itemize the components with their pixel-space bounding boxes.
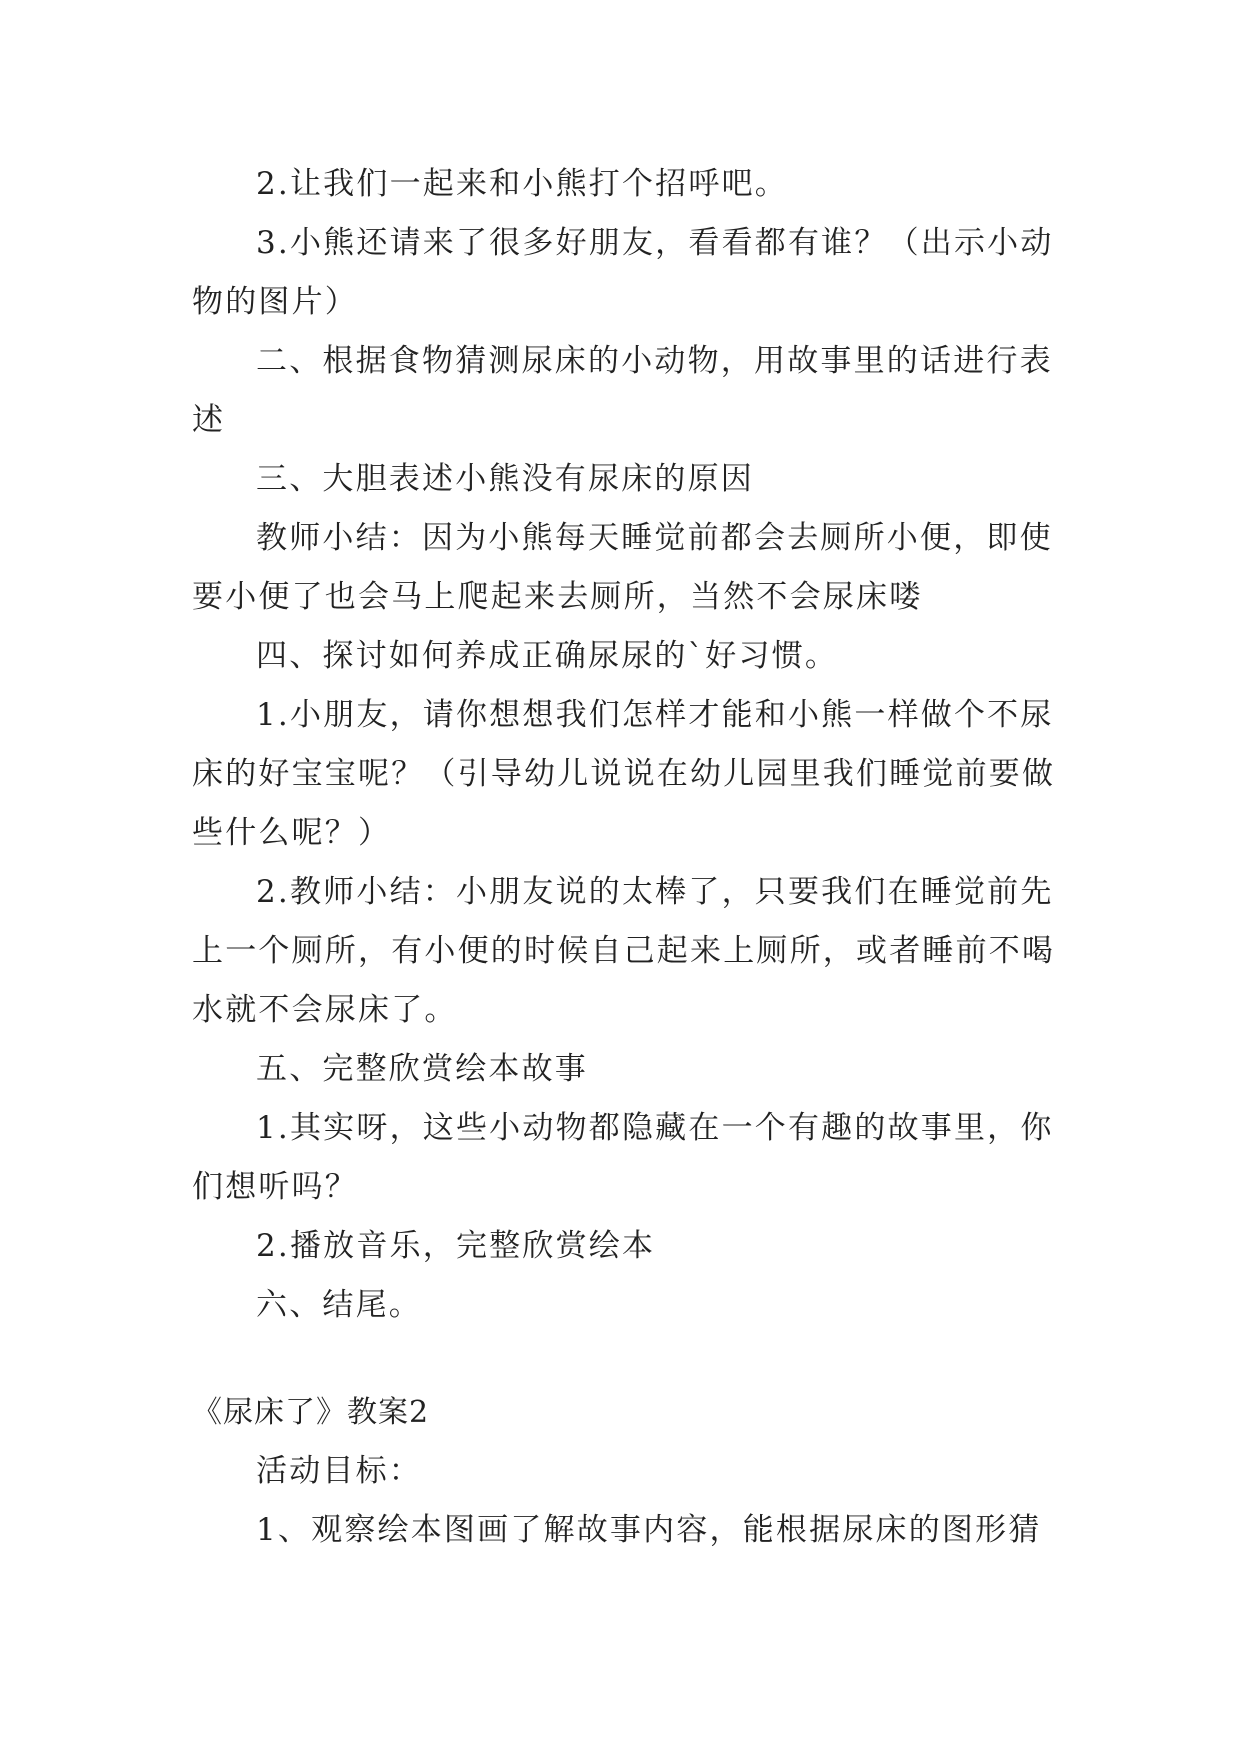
paragraph: 六、结尾。 [256,1287,422,1323]
paragraph: 2.让我们一起来和小熊打个招呼吧。 [256,166,788,202]
section-gap [192,1335,1060,1383]
document-body [192,155,1060,1560]
paragraph: 三、大胆表述小熊没有尿床的原因 [256,461,754,497]
paragraph: 五、完整欣赏绘本故事 [256,1051,588,1087]
paragraph: 2.播放音乐，完整欣赏绘本 [256,1228,656,1264]
paragraph: 1、观察绘本图画了解故事内容，能根据尿床的图形猜 [256,1512,1042,1548]
paragraph: 1.其实呀，这些小动物都隐藏在一个有趣的故事里，你们想听吗？ [192,1110,1054,1205]
paragraph: 2.教师小结：小朋友说的太棒了，只要我们在睡觉前先上一个厕所，有小便的时候自己起来上厕所，或者睡前不喝水就不会尿床了。 [192,874,1056,1028]
paragraph: 3.小熊还请来了很多好朋友，看看都有谁？（出示小动物的图片） [192,225,1054,320]
paragraph: 二、根据食物猜测尿床的小动物，用故事里的话进行表述 [192,343,1053,438]
paragraph: 教师小结：因为小熊每天睡觉前都会去厕所小便，即使要小便了也会马上爬起来去厕所，当然不会尿床喽 [192,520,1053,615]
paragraph: 1.小朋友，请你想想我们怎样才能和小熊一样做个不尿床的好宝宝呢？（引导幼儿说说在幼儿园里我们睡觉前要做些什么呢？） [192,697,1056,851]
paragraph: 四、探讨如何养成正确尿尿的`好习惯。 [256,638,839,674]
section-title: 《尿床了》教案2 [192,1395,430,1430]
paragraph: 活动目标： [256,1453,422,1489]
